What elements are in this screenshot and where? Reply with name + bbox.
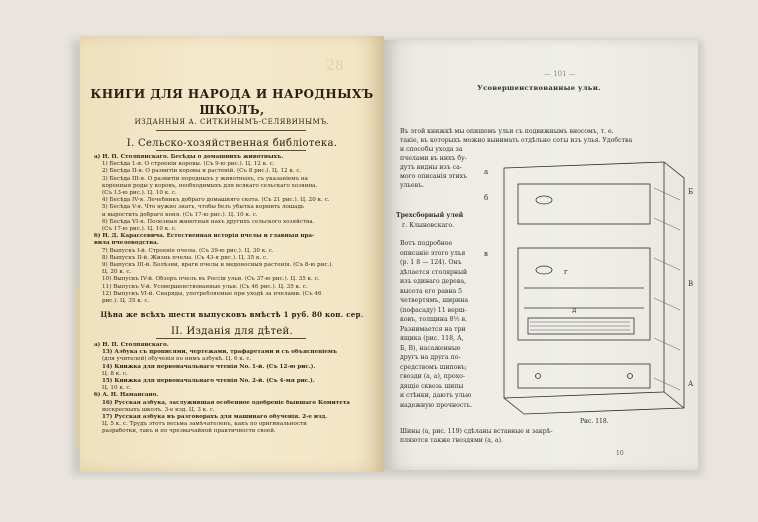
intro-line: ульевъ. [400,182,424,189]
catalog-line: 17) Русская азбука въ разговорахъ для машинаго обученiя. 2-е изд. [102,414,328,420]
catalog-line: 16) Русская азбука, заслужившая особенное одобренiе бывшаго Комитета [102,399,350,406]
body-line: Вотъ подробное [400,240,453,247]
body-line: средствомъ шиповъ; [400,363,467,371]
body-line: Разнимается на три [400,325,466,333]
catalog-line: 2) Бесѣда II-я. О развитiи коровы и растенiй. (Съ 8 рис.). Ц. 12 к. с. [102,168,302,175]
intro-line: Въ этой книжкѣ мы опишемъ ульи съ подвижнымъ вносомъ, т. е. [400,128,614,135]
catalog-title: КНИГИ ДЛЯ НАРОДА И НАРОДНЫХЪ ШКОЛЪ, [90,87,374,117]
intro-line: мого описанiя этихъ [400,173,468,180]
catalog-line: 5) Бесѣда V-я. Что нужно знать, чтобы безъ убытка кормить лошадь [102,204,304,211]
bottom-line: пляются также гвоздями (а, а). [400,437,503,444]
body-line: дящiе сквозь шипы [400,382,464,390]
catalog-subtitle: ИЗДАННЫЯ А. СИТКИНЫМЪ-СЕЛЯВИНЫМЪ. [134,118,330,126]
intro-line: дутъ видны изъ са- [400,164,462,171]
catalog-line: (для учителей) обученiя по нимъ азбукѣ. Ц. 6 к. с. [102,356,252,363]
figure-caption: Рис. 118. [580,418,609,425]
catalog-line: вила пчеловодства. [94,240,159,247]
section-heading: Усовершенствованные ульи. [477,84,601,92]
divider [156,130,306,131]
catalog-line: рис.). Ц. 35 к. с. [102,298,150,304]
body-line: другъ на друга по- [400,354,461,361]
catalog-line: (Съ 13-ю рис.). Ц. 10 к. с. [102,190,177,196]
section-2-heading: II. Изданiя для дѣтей. [171,326,293,337]
catalog-line: 7) Выпускъ I-й. Строенiе пчелы. (Съ 39-ю рис.). Ц. 30 к. с. [102,247,274,254]
bottom-page-number: 10 [616,450,624,457]
catalog-line: 10) Выпускъ IV-й. Обзоръ пчелъ въ Россiи ульи. (Съ 37-ю рис.). Ц. 35 к. с. [102,276,320,283]
catalog-line: Ц. 10 к. с. [102,385,132,392]
catalog-line: 11) Выпускъ V-й. Усовершенствованные ульи. (Съ 46 рис.). Ц. 35 к. с. [102,283,308,290]
catalog-line: а) Н. П. Столпянскаго. [94,342,169,348]
hive-marker: В [688,280,694,288]
catalog-line: воскресныхъ школъ. 3-е изд. Ц. 3 к. с. [102,406,215,413]
hive-marker: в [484,250,488,258]
subheading: г. Клыновскаго. [402,222,455,229]
divider [156,150,306,151]
catalog-line: б) А. Н. Намансано. [94,392,159,399]
body-line: ковъ, толщина 8½ в. [400,316,468,323]
divider [156,338,306,339]
intro-line: такiе, въ которыхъ можно вынимать отдѣльно соты изъ улья. Удобства [400,137,633,144]
body-line: ящика (рис. 118, А, [400,335,464,342]
hive-marker: А [688,380,694,388]
catalog-line: и выростить добраго коня. (Съ 17-ю рис.). Ц. 10 к. с. [102,211,258,218]
catalog-line: 4) Бесѣда IV-я. Лечебникъ добраго домашняго скота. (Съ 21 рис.). Ц. 20 к. с. [102,197,330,204]
left-page [80,36,384,472]
hive-marker: а [484,168,489,176]
body-line: и стѣнки, даютъ улью [400,392,472,399]
body-line: высота его равна 5 [400,287,463,295]
top-page-number: — 101 — [544,70,576,78]
right-page [384,40,698,470]
catalog-line: 6) Бесѣда VI-я. Полезныя животныя нахъ другихъ сельского хозяйства. [102,218,315,225]
catalog-line: 12) Выпускъ VI-й. Снаряды, употребляемые при уходѣ за пчелами. (Съ 46 [102,290,322,297]
price-line: Цѣна же всѣхъ шести выпусковъ вмѣстѣ 1 руб. 80 коп. сер. [100,310,364,319]
ghost-page-number: 28 [326,58,344,74]
hive-marker: д [572,306,577,314]
catalog-line: 3) Бесѣда III-я. О развитiи породныхъ у животныхъ, съ указанiемъ на [102,175,308,182]
hive-marker: б [484,194,489,202]
catalog-line: б) Н. Д. Карассевича. Естественная исторiя пчелы и главныя пра- [94,233,315,240]
body-line: четвертямъ, ширина [400,297,469,304]
right-page-content [384,40,698,470]
catalog-line: 8) Выпускъ II-й. Жизнь пчелы. (Съ 43-я рис.). Ц. 35 к. с. [102,254,268,261]
body-line: Б, В), насаженные [400,344,461,352]
hive-marker: Б [688,188,694,196]
catalog-line: 14) Книжка для первоначальнаго чтенiя No. 1-й. (Съ 12-ю рис.). [102,363,316,370]
body-line: дѣлается столярный [400,268,468,276]
subheading: Трехсборный улей [396,212,464,219]
body-line: надежную прочность. [400,401,473,409]
body-line: (р. 1 8 — 124). Онъ [400,259,462,266]
catalog-line: Ц. 5 к. с. Трудъ этотъ весьма замѣчателенъ, какъ по оригинальности [102,421,307,428]
left-page-content [80,36,384,472]
beehive-illustration [494,158,694,418]
catalog-line: разработки, такъ и по чрезвычайной практичности своей. [102,428,276,435]
catalog-line: 1) Бесѣда 1-я. О строенiи коровы. (Съ 9-ю рис.). Ц. 12 к. с. [102,161,275,168]
catalog-line: 9) Выпускъ III-й. Болѣзни, враги пчелы и медоносныя растенiя. (Съ 8-ю рис.). [102,262,334,268]
bottom-line: Шины (а, рис. 119) сдѣланы вставные и закрѣ- [400,428,553,435]
catalog-line: 15) Книжка для первоначальнаго чтенiя No. 2-й. (Съ 4-мя рис.). [102,378,315,384]
body-line: гвозди (а, а), прохо- [400,373,465,380]
catalog-line: а) Н. П. Столпянскаго. Бесѣды о домашнихъ животныхъ. [94,154,284,160]
catalog-line: 13) Азбука съ прописями, чертежами, трафаретами и съ объясненiемъ [102,349,338,356]
section-1-heading: I. Сельско-хозяйственная библiотека. [126,138,338,149]
catalog-line: Ц. 20 к. с. [102,269,132,276]
body-line: описанiе этого улья [400,249,466,257]
catalog-line: (Съ 17-ю рис.). Ц. 10 к. с. [102,226,177,232]
catalog-line: коренныя роды у коровъ, необходимыхъ для всякаго сельскаго хозяина. [102,182,318,189]
catalog-line: Ц. 8 к. с. [102,370,128,377]
hive-marker: г [564,268,568,276]
intro-line: пчелами въ нихъ бу- [400,155,467,162]
intro-line: и способы ухода за [400,146,463,153]
body-line: (пофасаду) 11 верш- [400,306,467,314]
body-line: изъ единаго дерева, [400,278,466,285]
